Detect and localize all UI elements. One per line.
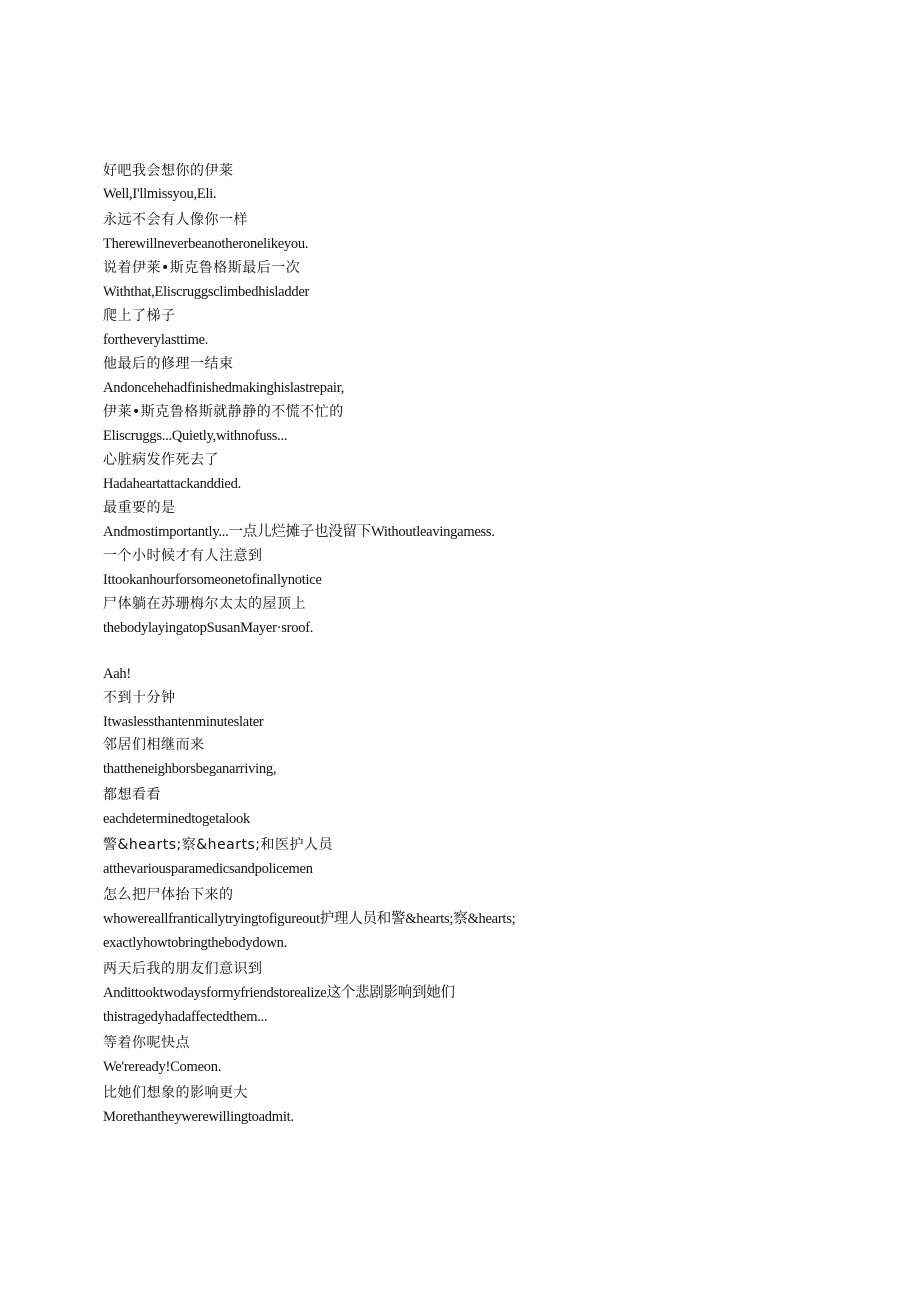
transcript-line: eachdeterminedtogetalook (103, 811, 250, 827)
transcript-line: Withthat,Eliscruggsclimbedhisladder (103, 284, 310, 300)
transcript-line: 比她们想象的影响更大 (103, 1085, 248, 1101)
transcript-line: 都想看看 (103, 787, 161, 803)
transcript-line: 心脏病发作死去了 (103, 452, 219, 468)
transcript-line: 邻居们相继而来 (103, 737, 205, 753)
transcript-line: thistragedyhadaffectedthem... (103, 1009, 268, 1025)
transcript-line: Therewillneverbeanotheronelikeyou. (103, 236, 309, 252)
transcript-line: 他最后的修理一结束 (103, 356, 234, 372)
subtitle-transcript (103, 162, 863, 1126)
transcript-line: 尸体躺在苏珊梅尔太太的屋顶上 (103, 596, 306, 612)
transcript-line: Itwaslessthantenminuteslater (103, 714, 264, 730)
transcript-line: Andmostimportantly...一点儿烂摊子也没留下Withoutleavingamess. (103, 524, 495, 540)
transcript-line: 怎么把尸体抬下来的 (103, 887, 234, 903)
transcript-line: 警&hearts;察&hearts;和医护人员 (103, 837, 333, 853)
transcript-line: atthevariousparamedicsandpolicemen (103, 861, 313, 877)
transcript-line: Andittooktwodaysformyfriendstorealize这个悲剧影响到她们 (103, 985, 455, 1001)
transcript-line: 两天后我的朋友们意识到 (103, 961, 263, 977)
transcript-line: fortheverylasttime. (103, 332, 209, 348)
transcript-line: 不到十分钟 (103, 690, 176, 706)
transcript-line: exactlyhowtobringthebodydown. (103, 935, 288, 951)
transcript-line: We'reready!Comeon. (103, 1059, 222, 1075)
transcript-line: Andoncehehadfinishedmakinghislastrepair, (103, 380, 345, 396)
transcript-line: thattheneighborsbeganarriving, (103, 761, 277, 777)
transcript-line: Ittookanhourforsomeonetofinallynotice (103, 572, 322, 588)
transcript-line: whowereallfranticallytryingtofigureout护理人员和警&hearts;察&hearts; (103, 911, 516, 927)
transcript-line: 永远不会有人像你一样 (103, 212, 248, 228)
transcript-line: Aah! (103, 666, 131, 682)
transcript-line: 伊莱•斯克鲁格斯就静静的不慌不忙的 (103, 404, 344, 420)
transcript-line: 好吧我会想你的伊莱 (103, 163, 234, 179)
transcript-line: 一个小时候才有人注意到 (103, 548, 263, 564)
transcript-line: thebodylayingatopSusanMayer·sroof. (103, 620, 314, 636)
transcript-line: 爬上了梯子 (103, 308, 176, 324)
transcript-line: Hadaheartattackanddied. (103, 476, 241, 492)
transcript-line: 等着你呢快点 (103, 1035, 190, 1051)
transcript-line: 最重要的是 (103, 500, 176, 516)
transcript-line: 说着伊莱•斯克鲁格斯最后一次 (103, 260, 301, 276)
transcript-line: Eliscruggs...Quietly,withnofuss... (103, 428, 288, 444)
transcript-line: Morethantheywerewillingtoadmit. (103, 1109, 294, 1125)
transcript-line: Well,I'llmissyou,Eli. (103, 186, 217, 202)
